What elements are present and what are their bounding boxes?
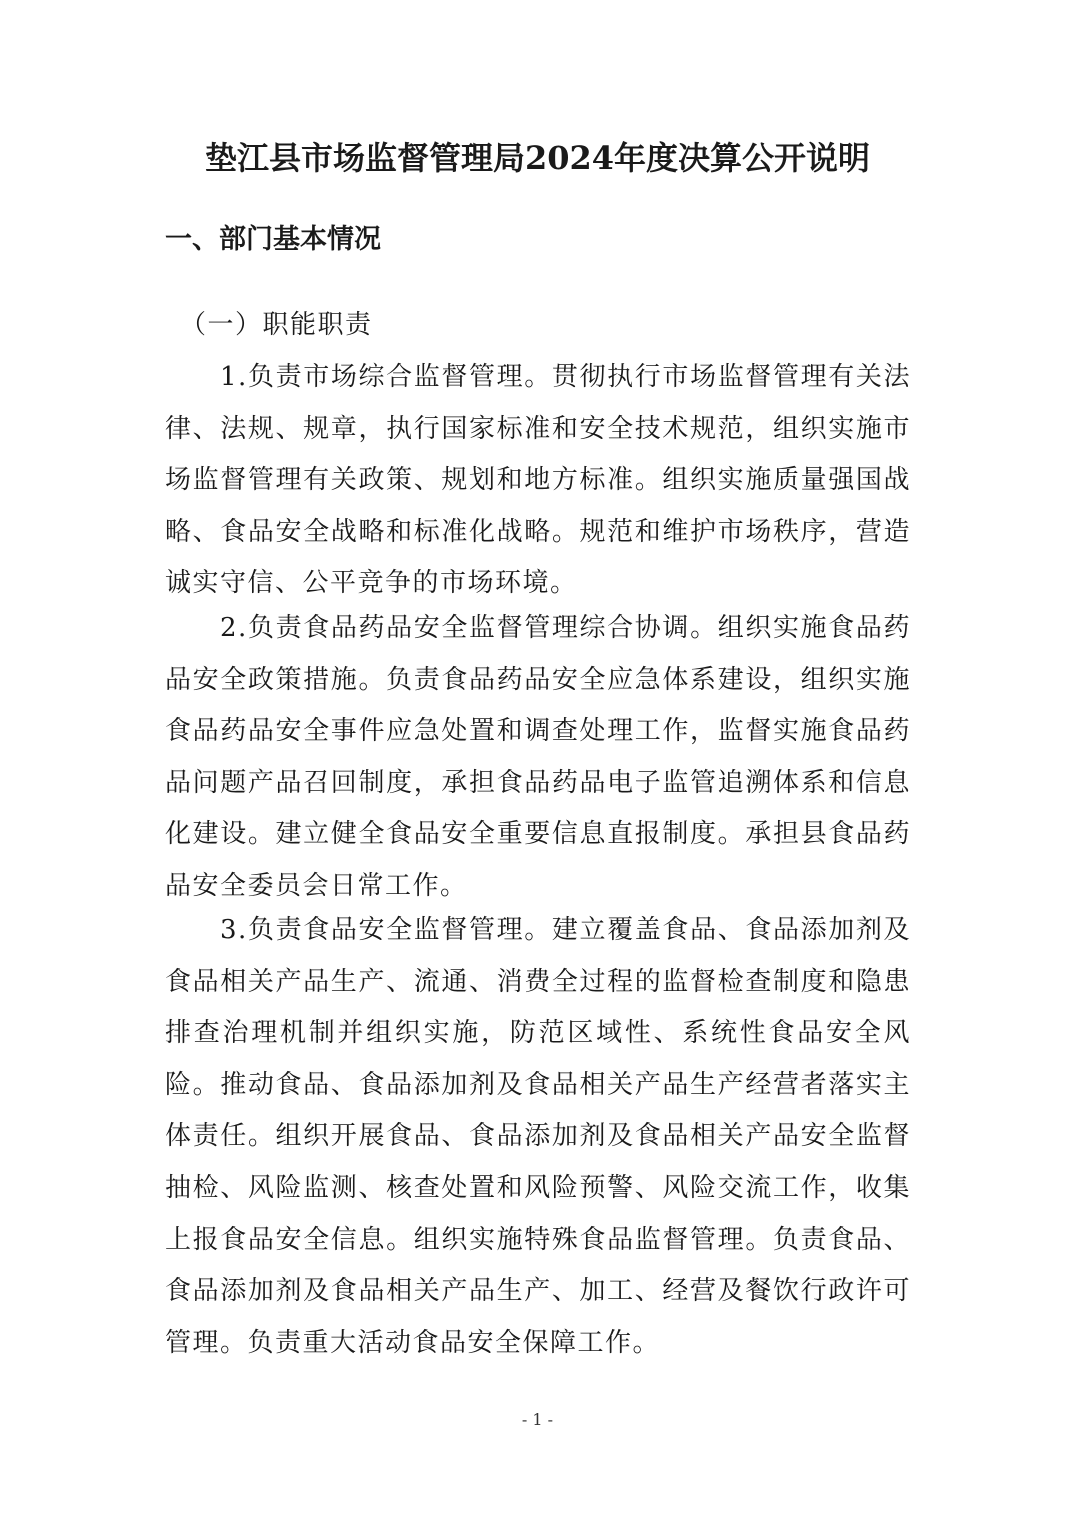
section-heading: 一、部门基本情况 (165, 224, 381, 255)
document-title: 垫江县市场监督管理局2024年度决算公开说明 (204, 139, 871, 177)
paragraph-2: 2.负责食品药品安全监督管理综合协调。组织实施食品药品安全政策措施。负责食品药品安全应急体系建设，组织实施食品药品安全事件应急处置和调查处理工作，监督实施食品药品问题产品召回制度，承担食品药品电子监管追溯体系和信息化建设。建立健全食品安全重要信息直报制度。承担县食品药品安全委员会日常工作。 (165, 613, 911, 901)
paragraph-3: 3.负责食品安全监督管理。建立覆盖食品、食品添加剂及食品相关产品生产、流通、消费全过程的监督检查制度和隐患排查治理机制并组织实施，防范区域性、系统性食品安全风险。推动食品、食品添加剂及食品相关产品生产经营者落实主体责任。组织开展食品、食品添加剂及食品相关产品安全监督抽检、风险监测、核查处置和风险预警、风险交流工作，收集上报食品安全信息。组织实施特殊食品监督管理。负责食品、食品添加剂及食品相关产品生产、加工、经营及餐饮行政许可管理。负责重大活动食品安全保障工作。 (165, 915, 911, 1358)
paragraph-1: 1.负责市场综合监督管理。贯彻执行市场监督管理有关法律、法规、规章，执行国家标准和安全技术规范，组织实施市场监督管理有关政策、规划和地方标准。组织实施质量强国战略、食品安全战略和标准化战略。规范和维护市场秩序，营造诚实守信、公平竞争的市场环境。 (165, 362, 911, 599)
subsection-heading: （一）职能职责 (180, 310, 373, 340)
page-number: - 1 - (521, 1410, 554, 1429)
